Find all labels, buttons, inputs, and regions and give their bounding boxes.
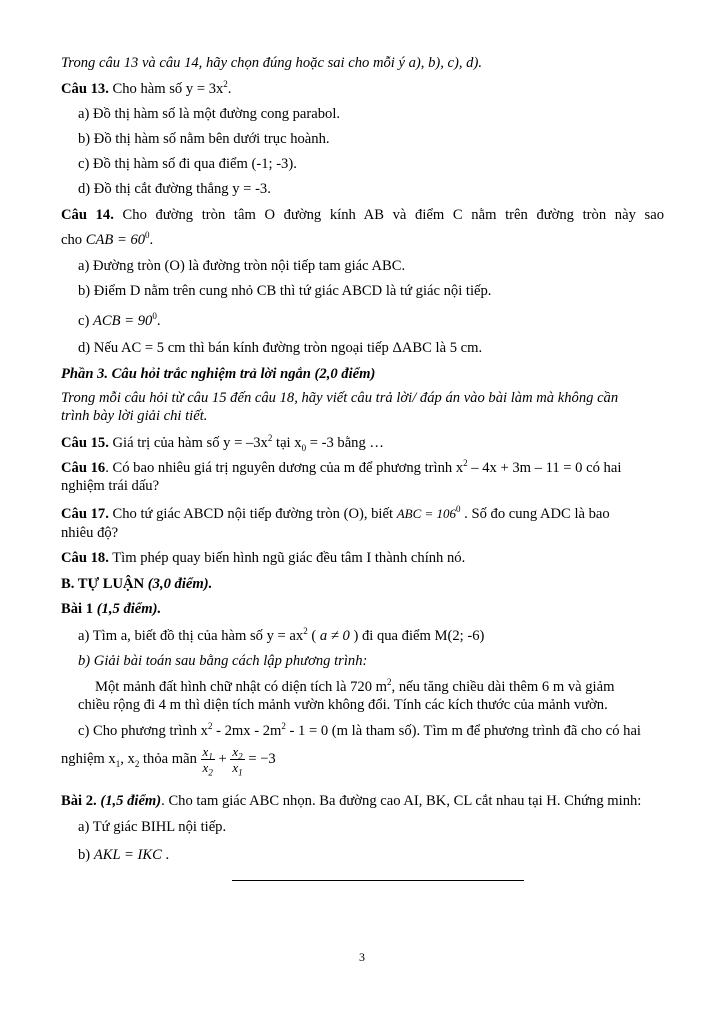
question-14-option-a: a) Đường tròn (O) là đường tròn nội tiếp tam giác ABC. [78,258,406,274]
question-13-text: Cho hàm số y = 3x [112,81,224,97]
instruction-true-false: Trong câu 13 và câu 14, hãy chọn đúng hoặc sai cho mỗi ý a), b), c), d). [61,55,482,71]
question-15: Câu 15. Giá trị của hàm số $y = -3x^2$ tại $x_0 = -3$ bằng … [61,433,385,453]
question-14-option-b: b) Điểm D nằm trên cung nhỏ CB thì tứ giác ABCD là tứ giác nội tiếp. [78,283,492,299]
question-17-label: Câu 17. [61,506,109,522]
exercise-1-part-b: b) Giải bài toán sau bằng cách lập phương trình: [78,653,368,669]
question-18-label: Câu 18. [61,550,109,566]
part-b-title: B. TỰ LUẬN (3,0 điểm). [61,576,213,592]
question-13-stem: Câu 13. Cho hàm số $y = 3x^2$. [61,79,232,97]
question-14-label: Câu 14. [61,207,114,223]
question-17-line2: nhiêu độ? [61,525,119,541]
angle-acb: ACB = 90 [93,313,153,329]
question-13-option-a: a) Đồ thị hàm số là một đường cong parabol. [78,106,341,122]
exercise-1-part-a: a) Tìm a, biết đồ thị của hàm số $y = ax^2$ ( a ≠ 0 ) đi qua điểm M(2; -6) [78,626,485,644]
exercise-2-title: Bài 2. [61,793,97,809]
exercise-2-part-a: a) Tứ giác BIHL nội tiếp. [78,819,227,835]
angle-equality: AKL = IKC [93,847,162,863]
question-14-option-c: c) ACB = $90^0$. [78,311,161,329]
fraction-x1-over-x2: $\frac{x_1}{x_2}$ [202,744,213,778]
page-number: 3 [359,950,365,964]
exercise-1-title: Bài 1 (1,5 điểm). [61,601,162,617]
condition-a-nonzero: a ≠ 0 [319,628,350,644]
exercise-1-part-b-text1: Một mảnh đất hình chữ nhật có diện tích là 720 $m^2$, nếu tăng chiều dài thêm 6 m và giảm [95,677,615,695]
question-18: Câu 18. Tìm phép quay biến hình ngũ giác đều tâm I thành chính nó. [61,550,466,566]
question-15-label: Câu 15. [61,435,109,451]
exercise-2-part-b: b) AKL = IKC . [78,847,170,863]
question-13-option-d: d) Đồ thị cắt đường thẳng y = -3. [78,181,271,197]
question-16-label: Câu 16 [61,460,106,476]
question-13-option-c: c) Đồ thị hàm số đi qua điểm (-1; -3). [78,156,297,172]
question-13-option-b: b) Đồ thị hàm số nằm bên dưới trục hoành. [78,131,330,147]
exercise-2: Bài 2. (1,5 điểm). Cho tam giác ABC nhọn. Ba đường cao AI, BK, CL cắt nhau tại H. Chứng minh: [61,793,642,809]
question-14-option-d: d) Nếu AC = 5 cm thì bán kính đường tròn ngoại tiếp ΔABC là 5 cm. [78,340,483,356]
part-3-instruction-line2: trình bày lời giải chi tiết. [61,408,208,424]
fraction-x2-over-x1: $\frac{x_2}{x_1}$ [232,744,243,778]
question-13-label: Câu 13. [61,81,109,97]
question-16-line2: nghiệm trái dấu? [61,478,160,494]
part-3-title: Phần 3. Câu hỏi trắc nghiệm trả lời ngắn (2,0 điểm) [61,366,376,382]
exercise-1-part-c: c) Cho phương trình $x^2 - 2mx - 2m^2 - 1 = 0$ (m là tham số). Tìm m để phương trình đã cho có hai [78,721,641,739]
question-14-stem: Câu 14. Cho đường tròn tâm O đường kính AB và điểm C nằm trên đường tròn này sao [61,207,665,223]
angle-abc: ABC = 106 [396,506,457,521]
question-16: Câu 16. Có bao nhiêu giá trị nguyên dương của m để phương trình $x^2 - 4x + 3m - 11 = 0$ có hai [61,458,622,476]
angle-cab: CAB = 60 [85,232,146,248]
exercise-1-part-b-text2: chiều rộng đi 4 m thì diện tích mảnh vườn không đổi. Tính các kích thước của mảnh vườn. [78,697,608,713]
part-3-instruction-line1: Trong mỗi câu hỏi từ câu 15 đến câu 18, hãy viết câu trả lời/ đáp án vào bài làm mà không cần [61,390,619,406]
end-divider [232,880,524,881]
question-14-stem-cont: cho CAB = $60^0$. [61,230,154,248]
exercise-1-part-c-condition: nghiệm $x_1$, $x_2$ thỏa mãn $\frac{x_1}{x_2}$ + $\frac{x_2}{x_1}$ = −3 [61,744,276,778]
question-17: Câu 17. Cho tứ giác ABCD nội tiếp đường tròn (O), biết ABC = $106^0$ . Số đo cung ADC là bao [61,504,610,522]
